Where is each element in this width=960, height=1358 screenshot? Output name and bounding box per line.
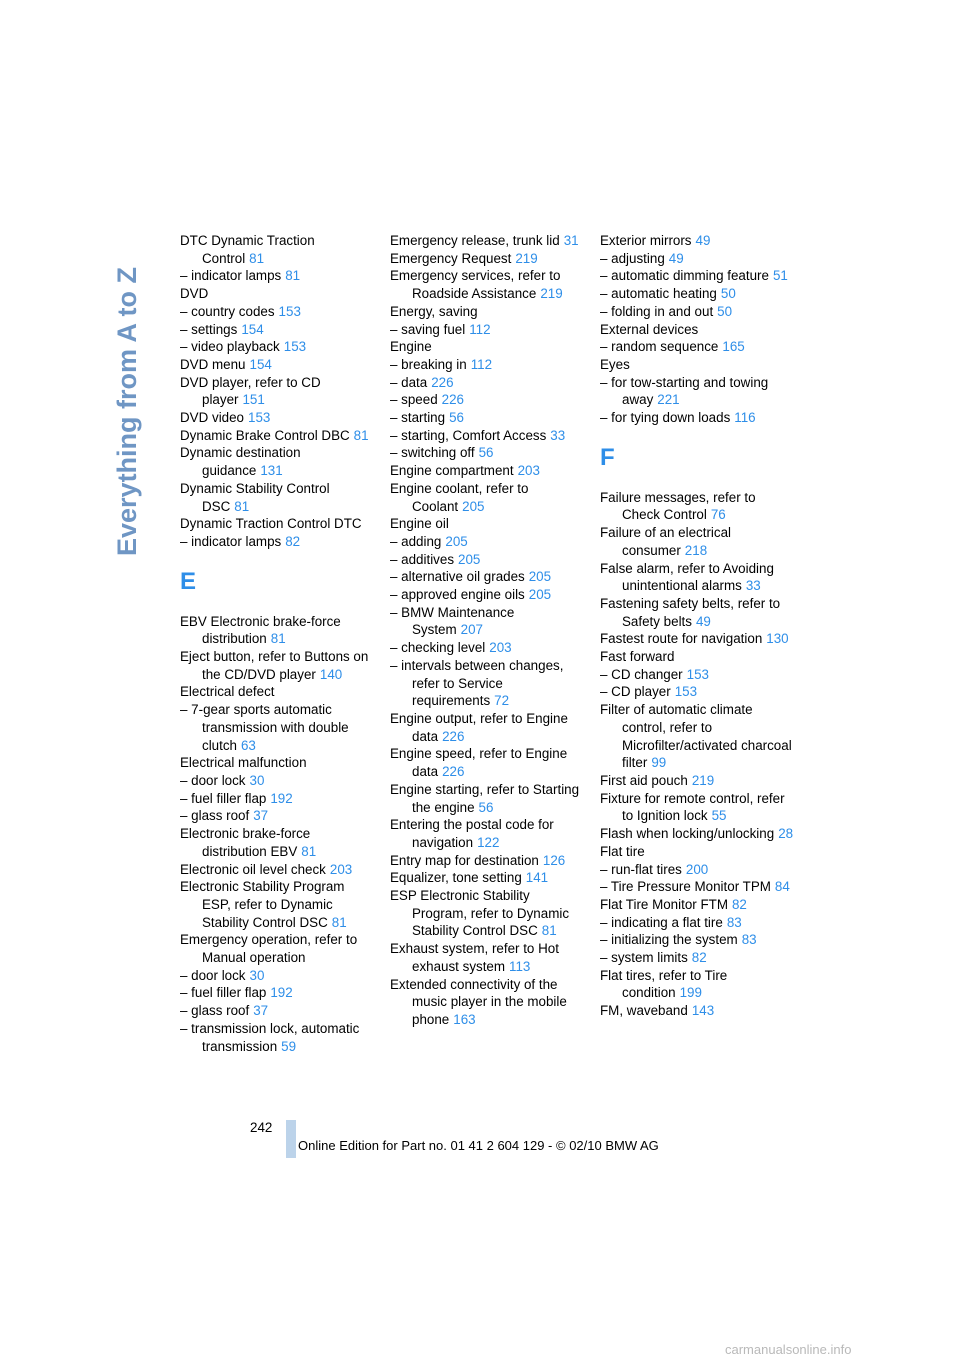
- page-reference-link[interactable]: 226: [431, 374, 454, 390]
- page-reference-link[interactable]: 143: [691, 1003, 715, 1019]
- index-entry-text: Extended connectivity of the music player in the mobile phone: [390, 976, 567, 1027]
- page-reference-link[interactable]: 37: [253, 808, 269, 824]
- index-entry: [180, 967, 376, 985]
- page-reference-link[interactable]: 226: [442, 728, 465, 744]
- page-reference-link[interactable]: 205: [445, 533, 468, 549]
- index-entry: [600, 303, 796, 321]
- index-column-1: [180, 232, 376, 1055]
- index-entry-text: Eyes: [600, 356, 630, 372]
- footer-accent-bar: [286, 1120, 296, 1158]
- index-entry-text: – indicator lamps: [180, 533, 282, 549]
- index-entry-text: – fuel filler flap: [180, 985, 267, 1001]
- index-entry-text: Engine speed, refer to Engine data: [390, 746, 568, 780]
- index-entry: [390, 444, 586, 462]
- index-entry-text: – for tying down loads: [600, 410, 731, 426]
- page-reference-link[interactable]: 205: [462, 498, 485, 514]
- index-entry: [600, 878, 796, 896]
- page-reference-link[interactable]: 203: [517, 463, 540, 479]
- index-entry-text: Emergency release, trunk lid: [390, 233, 560, 248]
- index-entry: [600, 701, 796, 772]
- page-reference-link[interactable]: 226: [442, 764, 465, 780]
- index-entry-text: – additives: [390, 551, 455, 567]
- index-entry: [600, 683, 796, 701]
- index-entry: [600, 772, 796, 790]
- index-entry-text: Dynamic Traction Control DTC: [180, 516, 362, 532]
- index-entry: [390, 232, 586, 250]
- page-reference-link[interactable]: 203: [329, 861, 353, 877]
- index-entry: [390, 551, 586, 569]
- page-reference-link[interactable]: 141: [525, 870, 549, 886]
- index-entry-text: – for tow-starting and towing away: [600, 374, 769, 408]
- page-reference-link[interactable]: 30: [249, 772, 265, 788]
- index-entry-text: Filter of automatic climate control, refer to Microfilter/activated charcoal filter: [600, 702, 792, 771]
- page-reference-link[interactable]: 154: [241, 321, 264, 337]
- index-entry: [390, 391, 586, 409]
- index-entry-text: Electronic Stability Program ESP, refer to Dynamic Stability Control DSC: [180, 879, 345, 930]
- index-entry: [180, 480, 376, 515]
- index-entry: [600, 861, 796, 879]
- index-entry-text: Engine compartment: [390, 463, 514, 479]
- index-entry: [180, 1020, 376, 1055]
- page-reference-link[interactable]: 33: [550, 427, 566, 443]
- index-entry: [390, 781, 586, 816]
- page-reference-link[interactable]: 112: [470, 356, 493, 372]
- index-entry-text: – system limits: [600, 950, 688, 966]
- page-reference-link[interactable]: 203: [489, 640, 512, 656]
- page-reference-link[interactable]: 154: [249, 356, 272, 372]
- index-entry-text: Engine coolant, refer to Coolant: [390, 480, 529, 514]
- index-entry: [600, 409, 796, 427]
- index-entry: [600, 232, 796, 250]
- index-entry: [390, 374, 586, 392]
- index-entry: [180, 1002, 376, 1020]
- index-entry-text: ESP Electronic Stability Program, refer to Dynamic Stability Control DSC: [390, 888, 570, 939]
- page-reference-link[interactable]: 50: [720, 286, 736, 302]
- page-reference-link[interactable]: 83: [726, 914, 742, 930]
- index-column-3: [600, 232, 796, 1020]
- page-reference-link[interactable]: 99: [651, 755, 667, 771]
- index-entry: [180, 321, 376, 339]
- page-reference-link[interactable]: 151: [242, 392, 265, 408]
- index-entry-text: Entering the postal code for navigation: [390, 817, 554, 850]
- index-entry-text: – automatic dimming feature: [600, 268, 769, 284]
- index-entry-text: Dynamic destination guidance: [180, 445, 301, 479]
- index-entry-text: EBV Electronic brake-force distribution: [180, 613, 341, 647]
- index-entry-text: – run-flat tires: [600, 861, 682, 877]
- index-entry-text: Engine starting, refer to Starting the engine: [390, 781, 580, 815]
- index-entry-text: – data: [390, 374, 428, 390]
- page-reference-link[interactable]: 219: [515, 250, 538, 266]
- index-entry-text: Fast forward: [600, 649, 675, 665]
- index-entry-text: FM, waveband: [600, 1003, 688, 1019]
- page-reference-link[interactable]: 113: [509, 958, 531, 974]
- page-reference-link[interactable]: 49: [695, 613, 711, 629]
- page-reference-link[interactable]: 82: [285, 533, 301, 549]
- page-reference-link[interactable]: 63: [240, 737, 256, 753]
- index-entry-text: – video playback: [180, 339, 280, 355]
- index-entry-text: – fuel filler flap: [180, 790, 267, 806]
- page-reference-link[interactable]: 219: [691, 772, 715, 788]
- index-entry-text: Eject button, refer to Buttons on the CD/DVD player: [180, 649, 369, 682]
- page-reference-link[interactable]: 51: [772, 268, 788, 284]
- index-entry: [600, 896, 796, 914]
- page-reference-link[interactable]: 153: [278, 303, 301, 319]
- index-entry: [390, 604, 586, 639]
- index-entry-text: Fastening safety belts, refer to Safety belts: [600, 595, 781, 629]
- page-reference-link[interactable]: 81: [234, 498, 250, 514]
- index-entry: [600, 338, 796, 356]
- page-reference-link[interactable]: 72: [494, 693, 510, 709]
- index-entry-text: – breaking in: [390, 356, 467, 372]
- index-entry-text: Flat tire: [600, 843, 645, 859]
- index-entry: [600, 321, 796, 339]
- index-entry-text: DVD player, refer to CD player: [180, 374, 321, 408]
- page-reference-link[interactable]: 192: [270, 790, 293, 806]
- index-entry: [180, 984, 376, 1002]
- index-entry: [180, 338, 376, 356]
- index-entry: [180, 754, 376, 772]
- index-entry-text: Flat Tire Monitor FTM: [600, 896, 728, 912]
- page-reference-link[interactable]: 37: [253, 1003, 269, 1019]
- index-entry-text: – intervals between changes, refer to Service requirements: [390, 657, 564, 709]
- index-entry-text: – initializing the system: [600, 932, 738, 948]
- index-entry-text: – door lock: [180, 967, 246, 983]
- index-entry-text: Entry map for destination: [390, 852, 539, 868]
- page-reference-link[interactable]: 30: [249, 967, 265, 983]
- index-entry-text: Failure of an electrical consumer: [600, 525, 731, 558]
- page-reference-link[interactable]: 226: [441, 392, 464, 408]
- index-entry: [390, 338, 586, 356]
- page-reference-link[interactable]: 131: [260, 463, 283, 479]
- index-entry-text: – Tire Pressure Monitor TPM: [600, 879, 771, 895]
- index-entry: [180, 427, 376, 445]
- index-entry-text: – approved engine oils: [390, 587, 525, 603]
- index-entry-text: – CD changer: [600, 666, 683, 682]
- page-reference-link[interactable]: 116: [734, 410, 756, 426]
- page-reference-link[interactable]: 112: [469, 321, 491, 337]
- index-entry: [600, 790, 796, 825]
- page-reference-link[interactable]: 153: [686, 666, 709, 682]
- index-entry: [390, 869, 586, 887]
- index-entry-text: Exterior mirrors: [600, 233, 692, 248]
- index-entry: [390, 745, 586, 780]
- page-reference-link[interactable]: 31: [563, 233, 579, 248]
- page-reference-link[interactable]: 218: [684, 542, 708, 558]
- index-entry-text: Engine: [390, 339, 432, 355]
- index-entry-text: – indicator lamps: [180, 268, 282, 284]
- index-entry: [390, 356, 586, 374]
- index-entry: [390, 267, 586, 302]
- index-entry: [600, 374, 796, 409]
- index-entry: [180, 374, 376, 409]
- page-reference-link[interactable]: 81: [353, 427, 369, 443]
- index-entry: [600, 630, 796, 648]
- page-reference-link[interactable]: 81: [249, 250, 265, 266]
- page-reference-link[interactable]: 153: [674, 684, 698, 700]
- index-entry: [180, 861, 376, 879]
- index-entry: [180, 409, 376, 427]
- index-entry: [180, 683, 376, 701]
- index-entry-text: – settings: [180, 321, 238, 337]
- index-entry-text: Exhaust system, refer to Hot exhaust system: [390, 941, 559, 974]
- index-entry-text: Flash when locking/unlocking: [600, 826, 775, 842]
- page-reference-link[interactable]: 81: [285, 268, 301, 284]
- page-reference-link[interactable]: 59: [281, 1038, 297, 1054]
- index-entry-text: DVD video: [180, 410, 245, 426]
- index-entry-text: Electrical defect: [180, 684, 275, 700]
- index-entry: [390, 976, 586, 1029]
- index-entry: [390, 303, 586, 321]
- index-entry: [180, 878, 376, 931]
- index-entry: [600, 967, 796, 1002]
- index-entry-text: Electrical malfunction: [180, 755, 307, 771]
- page-reference-link[interactable]: 153: [248, 410, 271, 426]
- index-entry: [180, 648, 376, 683]
- index-entry: [180, 931, 376, 966]
- index-letter-heading: E: [180, 567, 197, 595]
- index-entry-text: Engine oil: [390, 516, 449, 532]
- page-reference-link[interactable]: 84: [774, 879, 790, 895]
- index-entry: [180, 807, 376, 825]
- index-entry-text: – alternative oil grades: [390, 569, 525, 585]
- index-entry-text: – glass roof: [180, 1003, 250, 1019]
- index-entry-text: – random sequence: [600, 339, 719, 355]
- page-reference-link[interactable]: 56: [478, 799, 494, 815]
- index-entry-text: Emergency Request: [390, 250, 512, 266]
- index-entry: [180, 790, 376, 808]
- index-entry-text: Emergency operation, refer to Manual operation: [180, 932, 358, 966]
- page-reference-link[interactable]: 200: [685, 861, 709, 877]
- page-reference-link[interactable]: 49: [668, 250, 684, 266]
- page-reference-link[interactable]: 49: [695, 233, 711, 248]
- page-reference-link[interactable]: 122: [477, 834, 500, 850]
- page-reference-link[interactable]: 33: [745, 578, 761, 594]
- page-reference-link[interactable]: 81: [331, 914, 347, 930]
- index-entry: [180, 267, 376, 285]
- footer-edition-text: Online Edition for Part no. 01 41 2 604 129 - © 02/10 BMW AG: [298, 1138, 659, 1153]
- page-reference-link[interactable]: 130: [766, 631, 789, 647]
- index-entry-text: DVD: [180, 286, 209, 302]
- page-reference-link[interactable]: 163: [453, 1011, 476, 1027]
- index-entry: [390, 480, 586, 515]
- index-entry: [390, 427, 586, 445]
- index-entry-text: – automatic heating: [600, 286, 717, 302]
- index-letter-heading: F: [600, 443, 615, 471]
- index-entry: [180, 533, 376, 551]
- index-entry: [180, 285, 376, 303]
- index-entry: [180, 613, 376, 648]
- page-reference-link[interactable]: 56: [449, 410, 464, 426]
- page-reference-link[interactable]: 207: [460, 622, 483, 638]
- index-entry: [600, 648, 796, 666]
- page-reference-link[interactable]: 205: [528, 587, 552, 603]
- index-entry-text: DVD menu: [180, 356, 246, 372]
- page-reference-link[interactable]: 165: [722, 339, 745, 355]
- index-entry-text: – glass roof: [180, 808, 250, 824]
- index-entry-text: – door lock: [180, 772, 246, 788]
- index-entry: [390, 940, 586, 975]
- index-entry: [390, 462, 586, 480]
- index-entry: [180, 356, 376, 374]
- index-entry: [600, 914, 796, 932]
- page-reference-link[interactable]: 140: [319, 666, 343, 682]
- watermark: carmanualsonline.info: [725, 1342, 852, 1357]
- index-entry-text: – indicating a flat tire: [600, 914, 723, 930]
- index-entry-text: – switching off: [390, 445, 475, 461]
- page-reference-link[interactable]: 50: [717, 303, 733, 319]
- index-entry: [180, 232, 376, 267]
- index-entry: [600, 489, 796, 524]
- index-entry: [600, 931, 796, 949]
- page-reference-link[interactable]: 219: [540, 286, 563, 302]
- page-reference-link[interactable]: 81: [270, 631, 286, 647]
- index-entry-text: – speed: [390, 392, 438, 408]
- index-entry-text: – transmission lock, automatic transmission: [180, 1020, 360, 1054]
- index-entry-text: – adding: [390, 533, 442, 549]
- index-entry: [390, 816, 586, 851]
- index-entry: [390, 533, 586, 551]
- page-reference-link[interactable]: 55: [711, 808, 727, 824]
- page-reference-link[interactable]: 83: [741, 932, 757, 948]
- index-entry: [180, 444, 376, 479]
- index-entry-text: Failure messages, refer to Check Control: [600, 489, 756, 523]
- side-section-title-text: Everything from A to Z: [112, 266, 142, 556]
- index-entry: [390, 250, 586, 268]
- index-entry-text: Electronic oil level check: [180, 861, 326, 877]
- index-entry: [180, 515, 376, 533]
- index-entry-text: – saving fuel: [390, 321, 466, 337]
- index-entry: [600, 595, 796, 630]
- index-entry: [180, 772, 376, 790]
- page-reference-link[interactable]: 221: [657, 392, 680, 408]
- page-reference-link[interactable]: 82: [731, 896, 747, 912]
- index-entry-text: – BMW Maintenance System: [390, 604, 515, 638]
- page-reference-link[interactable]: 56: [478, 445, 494, 461]
- index-entry: [390, 515, 586, 533]
- index-entry: [600, 250, 796, 268]
- page-reference-link[interactable]: 76: [710, 507, 726, 523]
- index-entry: [390, 409, 586, 427]
- index-entry-text: – folding in and out: [600, 303, 714, 319]
- index-entry: [600, 560, 796, 595]
- index-entry-text: False alarm, refer to Avoiding unintentional alarms: [600, 560, 774, 594]
- index-entry-text: – starting, Comfort Access: [390, 427, 547, 443]
- index-entry-text: Emergency services, refer to Roadside Assistance: [390, 268, 561, 302]
- index-entry-text: – country codes: [180, 303, 275, 319]
- index-entry-text: – 7-gear sports automatic transmission with double clutch: [180, 702, 349, 753]
- index-entry: [600, 825, 796, 843]
- index-entry: [600, 666, 796, 684]
- index-entry-text: – CD player: [600, 684, 671, 700]
- index-entry-text: Flat tires, refer to Tire condition: [600, 967, 728, 1001]
- page-reference-link[interactable]: 199: [679, 985, 702, 1001]
- index-entry-text: Fixture for remote control, refer to Ignition lock: [600, 790, 785, 824]
- side-section-title: [114, 226, 140, 556]
- index-entry-text: Equalizer, tone setting: [390, 870, 522, 886]
- index-entry: [600, 285, 796, 303]
- index-entry: [180, 825, 376, 860]
- page-reference-link[interactable]: 126: [542, 852, 566, 868]
- index-entry-text: Engine output, refer to Engine data: [390, 710, 568, 744]
- index-entry: [600, 524, 796, 559]
- index-entry-text: Energy, saving: [390, 303, 478, 319]
- index-entry: [600, 267, 796, 285]
- index-entry-text: Dynamic Stability Control DSC: [180, 480, 330, 514]
- index-entry: [600, 356, 796, 374]
- index-entry: [180, 303, 376, 321]
- index-entry-text: Electronic brake-force distribution EBV: [180, 826, 311, 859]
- index-entry-text: DTC Dynamic Traction Control: [180, 233, 315, 266]
- page-reference-link[interactable]: 205: [458, 551, 481, 567]
- index-entry: [390, 852, 586, 870]
- page-reference-link[interactable]: 82: [691, 950, 707, 966]
- index-entry-text: – starting: [390, 410, 446, 426]
- page-reference-link[interactable]: 81: [541, 923, 557, 939]
- index-entry: [390, 710, 586, 745]
- page-reference-link[interactable]: 192: [270, 985, 293, 1001]
- index-entry-text: First aid pouch: [600, 772, 688, 788]
- page-reference-link[interactable]: 81: [301, 843, 317, 859]
- page-number: 242: [250, 1120, 273, 1135]
- index-entry: [390, 586, 586, 604]
- index-entry: [600, 843, 796, 861]
- index-entry: [390, 657, 586, 710]
- index-entry-text: – checking level: [390, 640, 486, 656]
- index-entry-text: External devices: [600, 321, 699, 337]
- page-reference-link[interactable]: 205: [528, 569, 552, 585]
- index-entry: [390, 887, 586, 940]
- index-entry: [600, 949, 796, 967]
- index-entry: [390, 639, 586, 657]
- index-entry-text: Fastest route for navigation: [600, 631, 763, 647]
- index-entry-text: – adjusting: [600, 250, 665, 266]
- index-entry: [180, 701, 376, 754]
- page-reference-link[interactable]: 28: [778, 826, 794, 842]
- page-reference-link[interactable]: 153: [283, 339, 307, 355]
- index-entry: [390, 321, 586, 339]
- index-entry: [600, 1002, 796, 1020]
- index-column-2: [390, 232, 586, 1029]
- index-entry: [390, 568, 586, 586]
- index-entry-text: Dynamic Brake Control DBC: [180, 427, 350, 443]
